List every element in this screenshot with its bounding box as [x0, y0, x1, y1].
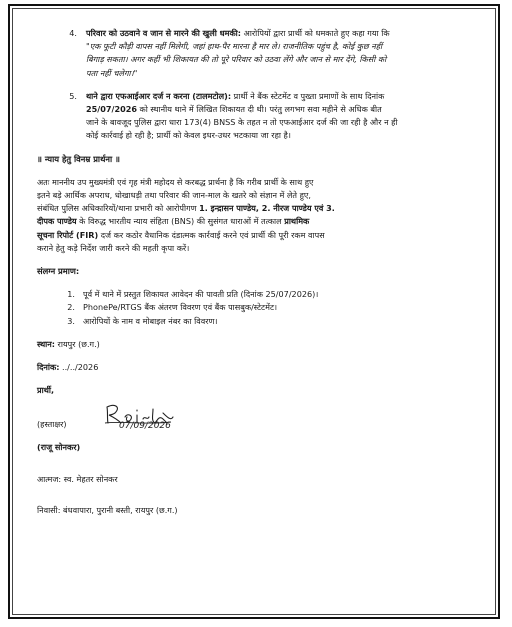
point-4-quote-line1: "एक फूटी कौड़ी वापस नहीं मिलेगी, जहां हाथ-पैर मारना है मार ले। राजनीतिक पहुंच है, कोई कुछ नहीं	[86, 41, 383, 52]
prayer-line5-b: दर्ज कर कठोर वैधानिक दंडात्मक कार्रवाई करने एवं प्रार्थी की पूरी रकम वापस	[98, 229, 325, 240]
point-4-quote-line3: पता नहीं चलेगा।"	[86, 67, 138, 78]
point-4-quote-line2: बिगाड़ सकता। अगर कहीं भी शिकायत की तो पूरे परिवार को उठवा लेंगे और जान से मार देंगे, किसी को	[86, 54, 387, 65]
prayer-paragraph	[37, 176, 477, 255]
point-5-date: 25/07/2026	[86, 104, 137, 115]
svg-text:07/09/2026: 07/09/2026	[119, 421, 171, 432]
signature-label: (हस्ताक्षर)	[37, 419, 67, 430]
point-4-intro: आरोपियों द्वारा प्रार्थी को धमकाते हुए कहा गया कि	[241, 28, 390, 38]
prayer-line1: अतः माननीय उप मुख्यमंत्री एवं गृह मंत्री महोदय से करबद्ध प्रार्थना है कि गरीब प्रार्थी के साथ हुए	[37, 176, 314, 187]
point-4	[37, 27, 477, 80]
address: निवासी: बंधवापारा, पुरानी बस्ती, रायपुर (छ.ग.)	[37, 504, 178, 515]
father-name: आत्मज: स्व. मेहतर सोनकर	[37, 473, 118, 484]
applicant-label: प्रार्थी,	[37, 385, 55, 396]
place-line	[37, 338, 477, 351]
prayer-line5-a: सूचना रिपोर्ट (FIR)	[37, 229, 99, 240]
point-4-heading: परिवार को उठवाने व जान से मारने की खुली धमकी:	[86, 28, 241, 38]
point-5-heading: थाने द्वारा एफआईआर दर्ज न करना (टालमटोल):	[86, 90, 232, 101]
point-4-number: 4.	[69, 28, 77, 38]
point-5-line4: कोई कार्रवाई हो रही है; प्रार्थी को केवल इधर-उधर भटकाया जा रहा है।	[86, 130, 291, 141]
prayer-line2: इतने बड़े आर्थिक अपराध, धोखाधड़ी तथा परिवार की जान-माल के खतरे को संज्ञान में लेते हुए,	[37, 190, 311, 201]
point-5	[37, 90, 477, 143]
attachments-heading: संलग्न प्रमाण:	[37, 266, 80, 277]
prayer-line4-a: दीपक पाण्डेय	[37, 216, 77, 227]
document-page	[12, 8, 496, 615]
attachment-item: 3. आरोपियों के नाम व मोबाइल नंबर का विवरण।	[67, 315, 218, 326]
place-value: रायपुर (छ.ग.)	[54, 338, 100, 349]
document-frame	[8, 4, 500, 619]
applicant-name: (राजू सोनकर)	[37, 442, 81, 453]
place-label: स्थान:	[37, 338, 55, 349]
prayer-line6: कराने हेतु कड़े निर्देश जारी करने की महती कृपा करें।	[37, 242, 190, 253]
signature-row	[37, 397, 477, 431]
handwritten-signature	[101, 397, 211, 431]
point-5-number: 5.	[69, 90, 77, 101]
date-value: ../../2026	[59, 362, 99, 373]
attachment-item: 2. PhonePe/RTGS बैंक अंतरण विवरण एवं बैंक पासबुक/स्टेटमेंट।	[67, 302, 278, 313]
attachments-list	[37, 288, 477, 328]
prayer-line3-b: 1. इन्द्रासन पाण्डेय, 2. नीरज पाण्डेय एवं 3.	[199, 203, 335, 214]
attachment-item: 1. पूर्व में थाने में प्रस्तुत शिकायत आवेदन की पावती प्रति (दिनांक 25/07/2026)।	[67, 289, 319, 300]
point-5-line3: जाने के बावजूद पुलिस द्वारा धारा 173(4) BNSS के तहत न तो एफआईआर दर्ज की जा रही है और न ही	[86, 117, 398, 128]
point-5-line1: प्रार्थी ने बैंक स्टेटमेंट व पुख्ता प्रमाणों के साथ दिनांक	[231, 90, 385, 101]
point-5-line2: को स्थानीय थाने में लिखित शिकायत दी थी। परंतु लगभग सवा महीने से अधिक बीत	[136, 104, 382, 115]
date-line	[37, 361, 477, 374]
prayer-line4-c: प्राथमिक	[284, 216, 310, 227]
letter-body	[37, 27, 477, 517]
date-label: दिनांक:	[37, 362, 60, 373]
prayer-line4-b: के विरुद्ध भारतीय न्याय संहिता (BNS) की सुसंगत धाराओं में तत्काल	[76, 216, 285, 227]
prayer-heading: ॥ न्याय हेतु विनम्र प्रार्थना ॥	[37, 153, 120, 164]
prayer-line3-a: संबंधित पुलिस अधिकारियों/थाना प्रभारी को आरोपीगण	[37, 203, 200, 214]
